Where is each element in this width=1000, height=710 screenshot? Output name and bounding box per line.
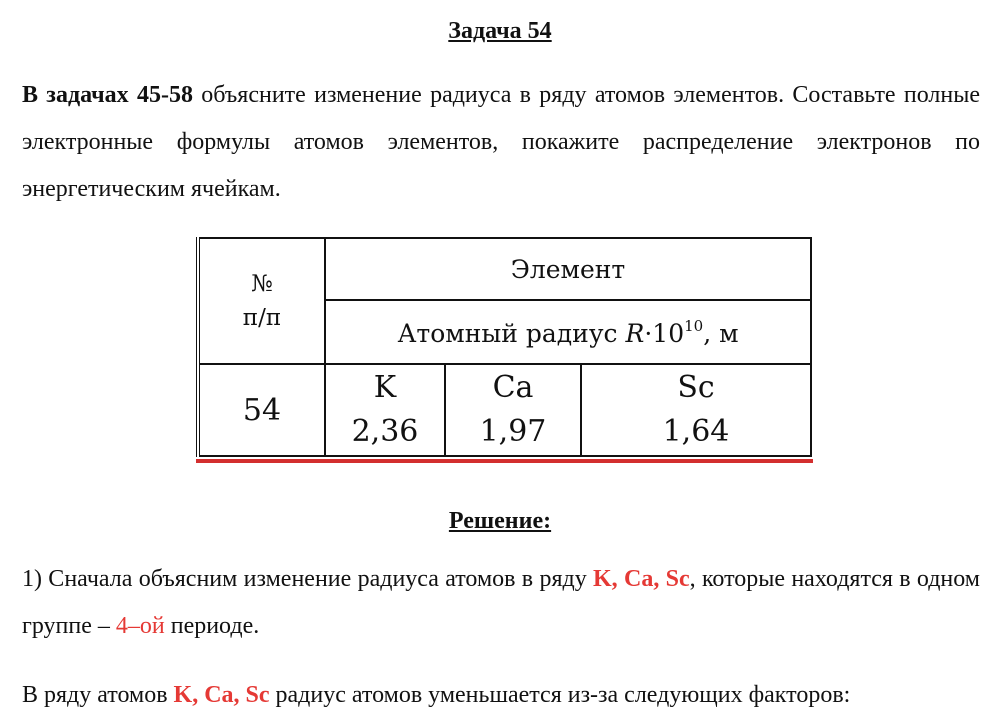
element-symbol: K	[373, 370, 397, 405]
task-statement	[22, 72, 980, 213]
element-symbol: Ca	[492, 370, 534, 405]
solution-paragraph-2: В ряду атомов K, Ca, Sc радиус атомов уменьшается из-за следующих факторов:	[22, 682, 851, 708]
solution-title: Решение:	[448, 508, 552, 534]
task-text: объясните изменение радиуса в ряду атомов элементов. Составьте полные электронные формулы атомов элементов, покажите распределение электронов по энергетическим ячейкам.	[22, 82, 981, 202]
element-list: K, Ca, Sc	[593, 566, 690, 592]
element-radius: 2,36	[351, 414, 419, 449]
element-radius: 1,97	[479, 414, 547, 449]
task-range: В задачах 45-58	[22, 82, 193, 108]
table-underline	[196, 459, 813, 463]
header-atomic-radius: Атомный радиус $R\cdot 10^{10}$, м	[325, 300, 811, 364]
header-number-sign: №	[251, 271, 273, 297]
row-number: 54	[198, 364, 325, 456]
header-number-cell	[198, 238, 325, 364]
solution-paragraph-1: 1) Сначала объясним изменение радиуса атомов в ряду K, Ca, Sc, которые находятся в одном группе – 4–ой периоде.	[22, 566, 980, 639]
element-symbol: Sc	[677, 370, 715, 405]
header-element: Элемент	[325, 238, 811, 300]
element-cell-ca	[445, 364, 581, 456]
task-title: Задача 54	[448, 18, 552, 44]
element-list: K, Ca, Sc	[173, 682, 270, 708]
header-number-pp: п/п	[242, 305, 282, 331]
period-number: 4–ой	[115, 613, 165, 639]
element-radius: 1,64	[662, 414, 730, 449]
element-cell-k	[325, 364, 445, 456]
element-cell-sc	[581, 364, 811, 456]
data-table	[196, 237, 812, 457]
